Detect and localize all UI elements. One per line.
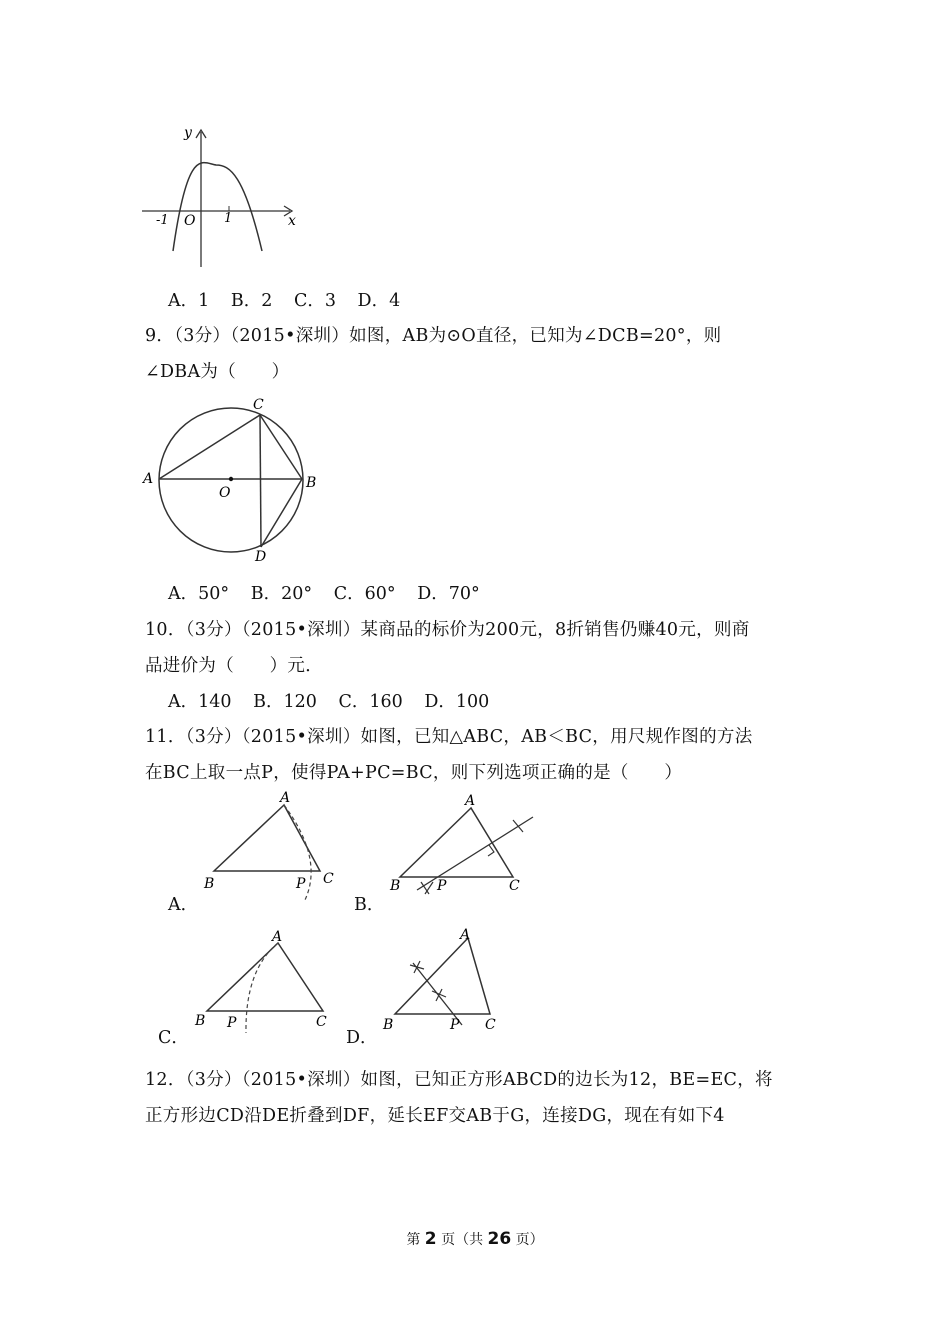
q8-option-c[interactable]: C．3 — [293, 291, 336, 311]
right-angle-mark — [488, 845, 494, 856]
q11-option-d-label[interactable]: D． — [346, 1028, 378, 1048]
q8-option-d[interactable]: D．4 — [357, 291, 401, 311]
label-o: O — [219, 485, 231, 501]
neg-one-label: -1 — [156, 213, 169, 228]
arc-construction — [246, 943, 278, 1033]
footer-mid: 页（共 — [441, 1232, 484, 1248]
page-footer — [0, 1229, 950, 1249]
q9-line1: 9．（3分）（2015•深圳）如图，AB为⊙O直径，已知为∠DCB=20°，则 — [145, 326, 722, 346]
triangle-abc — [400, 808, 513, 877]
q10-options — [168, 688, 505, 713]
q9-options — [168, 580, 496, 605]
triangle-abc — [395, 938, 490, 1014]
q9-option-b[interactable]: B．20° — [250, 584, 313, 604]
chord-db — [261, 479, 302, 547]
parabola-curve — [173, 163, 262, 251]
label-p: P — [296, 876, 306, 892]
q11-option-c-label[interactable]: C． — [158, 1028, 189, 1048]
q9-option-c[interactable]: C．60° — [333, 584, 396, 604]
footer-total-pages: 26 — [487, 1229, 512, 1249]
q9-option-a[interactable]: A．50° — [168, 584, 230, 604]
circle-figure — [140, 395, 330, 570]
label-a: A — [465, 793, 476, 809]
label-b: B — [390, 878, 401, 894]
label-p: P — [450, 1017, 460, 1033]
q11-figure-a — [200, 790, 350, 905]
arc-mark-top — [513, 820, 523, 832]
parabola-graph — [140, 125, 310, 275]
q10-option-d[interactable]: D．100 — [424, 692, 490, 712]
label-a: A — [280, 790, 291, 806]
center-dot — [229, 477, 233, 481]
label-c: C — [253, 397, 264, 413]
chord-ac — [159, 415, 260, 479]
q11-option-b-label[interactable]: B． — [354, 895, 385, 915]
label-b: B — [383, 1017, 394, 1033]
label-c: C — [509, 878, 520, 894]
label-p: P — [227, 1015, 237, 1031]
label-a: A — [460, 927, 471, 943]
q11-figure-d — [380, 925, 530, 1040]
label-a: A — [272, 929, 283, 945]
label-c: C — [323, 871, 334, 887]
q12-line2: 正方形边CD沿DE折叠到DF，延长EF交AB于G，连接DG，现在有如下4 — [145, 1106, 725, 1126]
q10-option-a[interactable]: A．140 — [168, 692, 232, 712]
q10-line2: 品进价为（ ）元． — [145, 656, 323, 676]
triangle-abc — [207, 943, 323, 1011]
q8-option-b[interactable]: B．2 — [230, 291, 273, 311]
label-b: B — [204, 876, 215, 892]
label-c: C — [316, 1014, 327, 1030]
chord-cd — [260, 415, 261, 547]
q11-figure-c — [190, 925, 340, 1040]
label-c: C — [485, 1017, 496, 1033]
q11-option-a-label[interactable]: A． — [168, 895, 199, 915]
q11-line1: 11．（3分）（2015•深圳）如图，已知△ABC，AB＜BC，用尺规作图的方法 — [145, 727, 753, 747]
q10-option-c[interactable]: C．160 — [338, 692, 403, 712]
q9-option-d[interactable]: D．70° — [417, 584, 480, 604]
x-label: x — [288, 213, 296, 229]
q10-line1: 10．（3分）（2015•深圳）某商品的标价为200元，8折销售仍赚40元，则商 — [145, 620, 750, 640]
y-label: y — [184, 125, 192, 141]
q11-line2: 在BC上取一点P，使得PA+PC=BC，则下列选项正确的是（ ） — [145, 763, 683, 783]
label-b: B — [306, 475, 317, 491]
label-p: P — [437, 878, 447, 894]
one-label: 1 — [224, 211, 233, 226]
footer-pre: 第 — [406, 1232, 421, 1248]
origin-label: O — [184, 213, 196, 229]
q8-option-a[interactable]: A．1 — [168, 291, 210, 311]
q11-figure-b — [385, 790, 545, 905]
q10-option-b[interactable]: B．120 — [253, 692, 317, 712]
footer-page-number: 2 — [424, 1229, 437, 1249]
label-b: B — [195, 1013, 206, 1029]
q9-line2: ∠DBA为（ ） — [145, 362, 290, 382]
q8-options — [168, 287, 416, 312]
label-a: A — [143, 471, 154, 487]
label-d: D — [255, 549, 267, 565]
footer-post: 页） — [515, 1232, 544, 1248]
q12-line1: 12．（3分）（2015•深圳）如图，已知正方形ABCD的边长为12，BE=EC，将 — [145, 1070, 773, 1090]
